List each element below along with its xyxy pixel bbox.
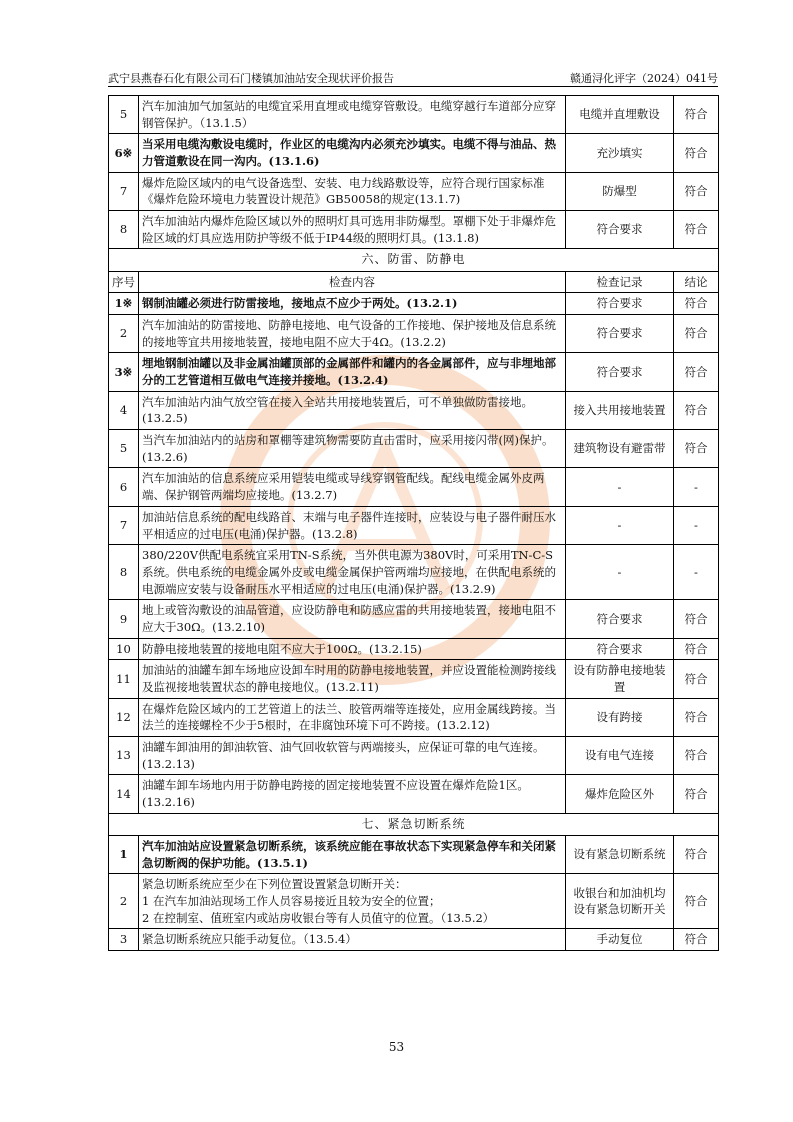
row-record: 符合要求 (566, 600, 674, 638)
row-content: 当采用电缆沟敷设电缆时，作业区的电缆沟内必须充沙填实。电缆不得与油品、热力管道敷设在同一沟内。(13.1.6) (139, 134, 566, 172)
row-result: 符合 (674, 638, 719, 660)
header-no: 序号 (109, 271, 139, 293)
row-result: 符合 (674, 736, 719, 774)
row-content: 汽车加油站应设置紧急切断系统，该系统应能在事故状态下实现紧急停车和关闭紧急切断阀的保护功能。(13.5.1) (139, 835, 566, 873)
table-row (109, 775, 719, 813)
row-result: 符合 (674, 293, 719, 315)
table-row (109, 874, 719, 929)
row-result: 符合 (674, 353, 719, 391)
row-content: 油罐车卸车场地内用于防静电跨接的固定接地装置不应设置在爆炸危险1区。(13.2.16) (139, 775, 566, 813)
row-content: 钢制油罐必须进行防雷接地，接地点不应少于两处。(13.2.1) (139, 293, 566, 315)
row-record: 接入共用接地装置 (566, 391, 674, 429)
row-number: 2 (109, 315, 139, 353)
row-record: 符合要求 (566, 211, 674, 249)
section-title-lightning: 六、防雷、防静电 (109, 249, 719, 271)
page-header (108, 70, 718, 87)
row-record: 符合要求 (566, 638, 674, 660)
row-result: 符合 (674, 775, 719, 813)
row-number: 1 (109, 835, 139, 873)
row-content: 汽车加油加气加氢站的电缆宜采用直埋或电缆穿管敷设。电缆穿越行车道部分应穿钢管保护。（13.1.5） (139, 96, 566, 134)
row-number: 6※ (109, 134, 139, 172)
inspection-table (108, 95, 719, 951)
row-content: 防静电接地装置的接地电阻不应大于100Ω。(13.2.15) (139, 638, 566, 660)
row-record: 设有电气连接 (566, 736, 674, 774)
row-number: 1※ (109, 293, 139, 315)
row-record: - (566, 545, 674, 600)
table-row (109, 660, 719, 698)
row-number: 2 (109, 874, 139, 929)
row-number: 7 (109, 172, 139, 210)
row-result: 符合 (674, 211, 719, 249)
table-row (109, 736, 719, 774)
row-content: 埋地钢制油罐以及非金属油罐顶部的金属部件和罐内的各金属部件，应与非埋地部分的工艺管道相互做电气连接并接地。(13.2.4) (139, 353, 566, 391)
table-header-row (109, 271, 719, 293)
emergency-rows (109, 835, 719, 950)
row-result: 符合 (674, 698, 719, 736)
table-row (109, 835, 719, 873)
report-number: 赣通浔化评字（2024）041号 (570, 72, 718, 85)
row-number: 4 (109, 391, 139, 429)
row-number: 8 (109, 211, 139, 249)
row-record: - (566, 506, 674, 544)
row-result: - (674, 545, 719, 600)
table-row (109, 211, 719, 249)
table-row (109, 293, 719, 315)
row-record: 手动复位 (566, 929, 674, 951)
row-number: 5 (109, 96, 139, 134)
row-result: 符合 (674, 660, 719, 698)
row-content: 当汽车加油站内的站房和罩棚等建筑物需要防直击雷时，应采用接闪带(网)保护。(13.2.6) (139, 430, 566, 468)
row-number: 8 (109, 545, 139, 600)
table-row (109, 391, 719, 429)
row-content: 汽车加油站内爆炸危险区域以外的照明灯具可选用非防爆型。罩棚下处于非爆炸危险区域的灯具应选用防护等级不低于IP44级的照明灯具。(13.1.8) (139, 211, 566, 249)
row-number: 3※ (109, 353, 139, 391)
row-content: 紧急切断系统应至少在下列位置设置紧急切断开关： 1 在汽车加油站现场工作人员容易接近且较为安全的位置； 2 在控制室、值班室内或站房收银台等有人员值守的位置。（13.5.2） (139, 874, 566, 929)
row-record: 收银台和加油机均设有紧急切断开关 (566, 874, 674, 929)
row-result: 符合 (674, 835, 719, 873)
header-record: 检查记录 (566, 271, 674, 293)
row-number: 12 (109, 698, 139, 736)
row-result: 符合 (674, 874, 719, 929)
row-record: 爆炸危险区外 (566, 775, 674, 813)
header-result: 结论 (674, 271, 719, 293)
header-content: 检查内容 (139, 271, 566, 293)
report-title: 武宁县燕春石化有限公司石门楼镇加油站安全现状评价报告 (108, 72, 394, 85)
row-record: 电缆并直埋敷设 (566, 96, 674, 134)
table-row (109, 172, 719, 210)
row-result: 符合 (674, 929, 719, 951)
row-result: 符合 (674, 430, 719, 468)
section-emergency (109, 813, 719, 835)
row-result: 符合 (674, 315, 719, 353)
row-number: 5 (109, 430, 139, 468)
row-record: 符合要求 (566, 353, 674, 391)
row-content: 紧急切断系统应只能手动复位。（13.5.4） (139, 929, 566, 951)
row-content: 汽车加油站的防雷接地、防静电接地、电气设备的工作接地、保护接地及信息系统的接地等宜共用接地装置，接地电阻不应大于4Ω。(13.2.2) (139, 315, 566, 353)
row-record: - (566, 468, 674, 506)
row-content: 汽车加油站内油气放空管在接入全站共用接地装置后，可不单独做防雷接地。(13.2.5) (139, 391, 566, 429)
row-content: 爆炸危险区域内的电气设备选型、安装、电力线路敷设等，应符合现行国家标准《爆炸危险环境电力装置设计规范》GB50058的规定(13.1.7) (139, 172, 566, 210)
row-number: 10 (109, 638, 139, 660)
table-row (109, 600, 719, 638)
lightning-rows (109, 293, 719, 813)
row-number: 6 (109, 468, 139, 506)
row-number: 9 (109, 600, 139, 638)
row-number: 11 (109, 660, 139, 698)
row-number: 3 (109, 929, 139, 951)
row-record: 设有跨接 (566, 698, 674, 736)
row-content: 油罐车卸油用的卸油软管、油气回收软管与两端接头，应保证可靠的电气连接。(13.2.13) (139, 736, 566, 774)
row-content: 在爆炸危险区域内的工艺管道上的法兰、胶管两端等连接处，应用金属线跨接。当法兰的连接螺栓不少于5根时，在非腐蚀环境下可不跨接。(13.2.12) (139, 698, 566, 736)
section-lightning (109, 249, 719, 293)
table-row (109, 506, 719, 544)
row-record: 符合要求 (566, 293, 674, 315)
row-result: - (674, 468, 719, 506)
row-result: 符合 (674, 172, 719, 210)
table-row (109, 468, 719, 506)
table-row (109, 134, 719, 172)
row-number: 7 (109, 506, 139, 544)
row-record: 设有防静电接地装置 (566, 660, 674, 698)
row-content: 加油站的油罐车卸车场地应设卸车时用的防静电接地装置，并应设置能检测跨接线及监视接地装置状态的静电接地仪。(13.2.11) (139, 660, 566, 698)
row-number: 13 (109, 736, 139, 774)
page-number: 53 (388, 1040, 405, 1054)
row-number: 14 (109, 775, 139, 813)
row-record: 符合要求 (566, 315, 674, 353)
table-row (109, 698, 719, 736)
table-row (109, 96, 719, 134)
row-content: 地上或管沟敷设的油品管道，应设防静电和防感应雷的共用接地装置，接地电阻不应大于30Ω。(13.2.10) (139, 600, 566, 638)
row-record: 充沙填实 (566, 134, 674, 172)
table-row (109, 638, 719, 660)
row-record: 建筑物设有避雷带 (566, 430, 674, 468)
table-row (109, 353, 719, 391)
table-row (109, 545, 719, 600)
row-result: 符合 (674, 96, 719, 134)
row-result: - (674, 506, 719, 544)
row-record: 防爆型 (566, 172, 674, 210)
table-row (109, 315, 719, 353)
row-result: 符合 (674, 134, 719, 172)
table-row (109, 430, 719, 468)
table-row (109, 929, 719, 951)
section-title-emergency: 七、紧急切断系统 (109, 813, 719, 835)
row-result: 符合 (674, 600, 719, 638)
electrical-rows (109, 96, 719, 249)
row-result: 符合 (674, 391, 719, 429)
row-record: 设有紧急切断系统 (566, 835, 674, 873)
row-content: 汽车加油站的信息系统应采用铠装电缆或导线穿钢管配线。配线电缆金属外皮两端、保护钢管两端均应接地。(13.2.7) (139, 468, 566, 506)
row-content: 380/220V供配电系统宜采用TN-S系统，当外供电源为380V时，可采用TN-C-S系统。供电系统的电缆金属外皮或电缆金属保护管两端均应接地，在供配电系统的电源端应安装与设备耐压水平相适应的过电压(电涌)保护器。(13.2.9) (139, 545, 566, 600)
row-content: 加油站信息系统的配电线路首、末端与电子器件连接时，应装设与电子器件耐压水平相适应的过电压(电涌)保护器。(13.2.8) (139, 506, 566, 544)
